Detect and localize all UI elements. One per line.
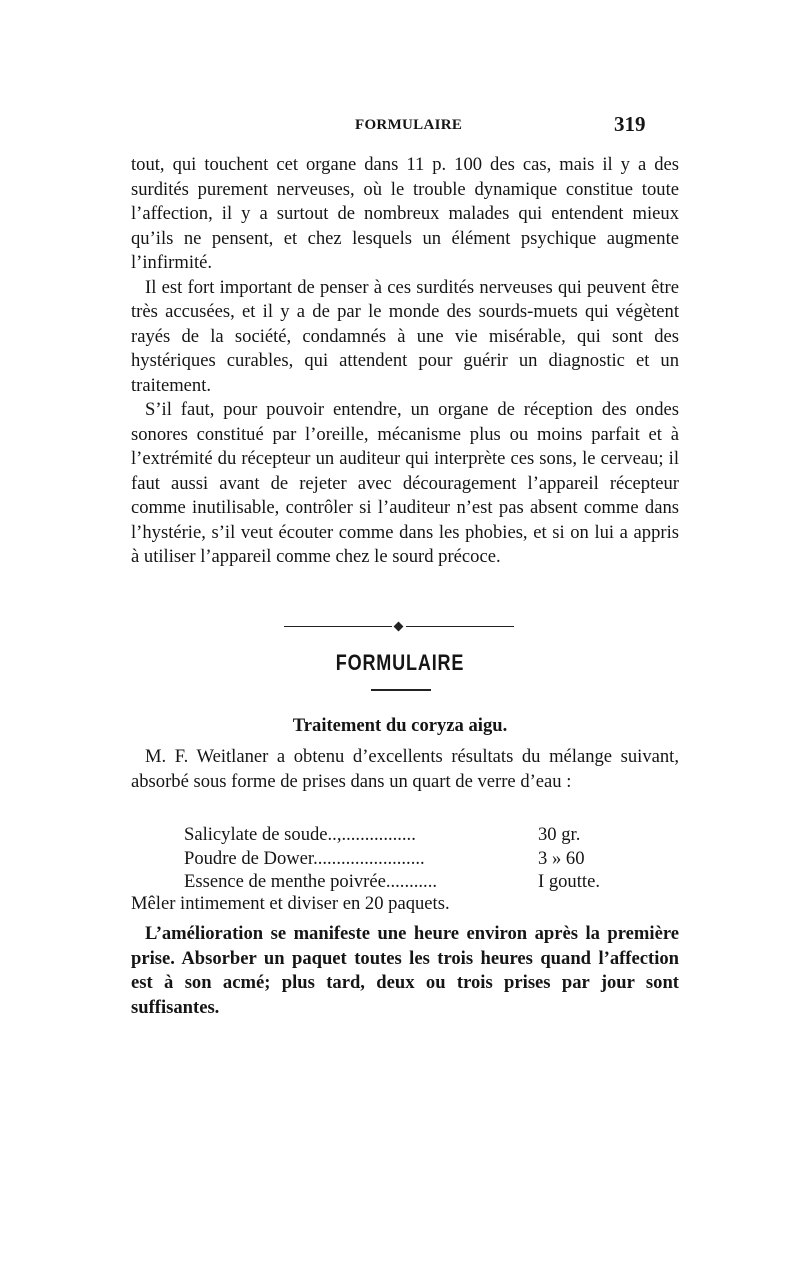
recipe-list <box>184 823 644 894</box>
paragraph-2: Il est fort important de penser à ces surdités nerveuses qui peuvent être très accusées, et il y a de par le monde des sourds-muets qui végètent rayés de la société, condamnés à une vie misérable, qui sont des hystériques curables, qui attendent pour guérir un diagnostic et un traitement. <box>131 276 679 396</box>
recipe-row <box>184 847 644 871</box>
recipe-quantity: I goutte. <box>538 871 600 892</box>
recipe-quantity: 3 » 60 <box>538 847 585 869</box>
divider-line-left <box>284 626 392 627</box>
recipe-row <box>184 823 644 847</box>
recipe-ingredient: Essence de menthe poivrée........... <box>184 871 437 892</box>
ornamental-divider <box>284 620 514 634</box>
result-paragraph: L’amélioration se manifeste une heure environ après la première prise. Absorber un paquet toutes les trois heures quand l’affection est à son acmé; plus tard, deux ou trois prises par jour sont suffisantes. <box>131 923 679 1018</box>
result-paragraph-block <box>131 922 679 1020</box>
paragraph-1: tout, qui touchent cet organe dans 11 p. 100 des cas, mais il y a des surdités purement nerveuses, où le trouble dynamique constitue toute l’affection, il y a surtout de nombreux malades qui entendent mieux qu’ils ne pensent, et chez lesquels un élément psychique augmente l’infirmité. <box>131 154 679 273</box>
recipe-ingredient: Poudre de Dower........................ <box>184 847 425 869</box>
diamond-ornament-icon <box>394 622 404 632</box>
page-number: 319 <box>614 112 646 136</box>
running-title: FORMULAIRE <box>355 117 463 133</box>
recipe-ingredient: Salicylate de soude..,................ <box>184 824 416 845</box>
recipe-intro: M. F. Weitlaner a obtenu d’excellents résultats du mélange suivant, absorbé sous forme de prises dans un quart de verre d’eau : <box>131 746 679 792</box>
recipe-instruction: Mêler intimement et diviser en 20 paquets. <box>131 893 450 914</box>
recipe-quantity: 30 gr. <box>538 824 581 845</box>
title-rule <box>371 689 431 691</box>
paragraph-3: S’il faut, pour pouvoir entendre, un organe de réception des ondes sonores constitué par l’oreille, mécanisme plus ou moins parfait et à l’extrémité du récepteur un auditeur qui interprète ces sons, le cerveau; il faut aussi avant de rejeter avec découragement l’appareil récepteur comme inutilisable, contrôler si l’auditeur n’est pas absent comme dans l’hystérie, s’il veut écouter comme dans les phobies, et si on lui a appris à utiliser l’appareil comme chez le sourd précoce. <box>131 399 679 567</box>
recipe-intro-block <box>131 745 679 794</box>
divider-line-right <box>406 626 514 627</box>
body-text <box>131 153 679 570</box>
recipe-row <box>184 870 644 894</box>
section-title: FORMULAIRE <box>335 650 465 675</box>
recipe-heading: Traitement du coryza aigu. <box>292 715 508 736</box>
